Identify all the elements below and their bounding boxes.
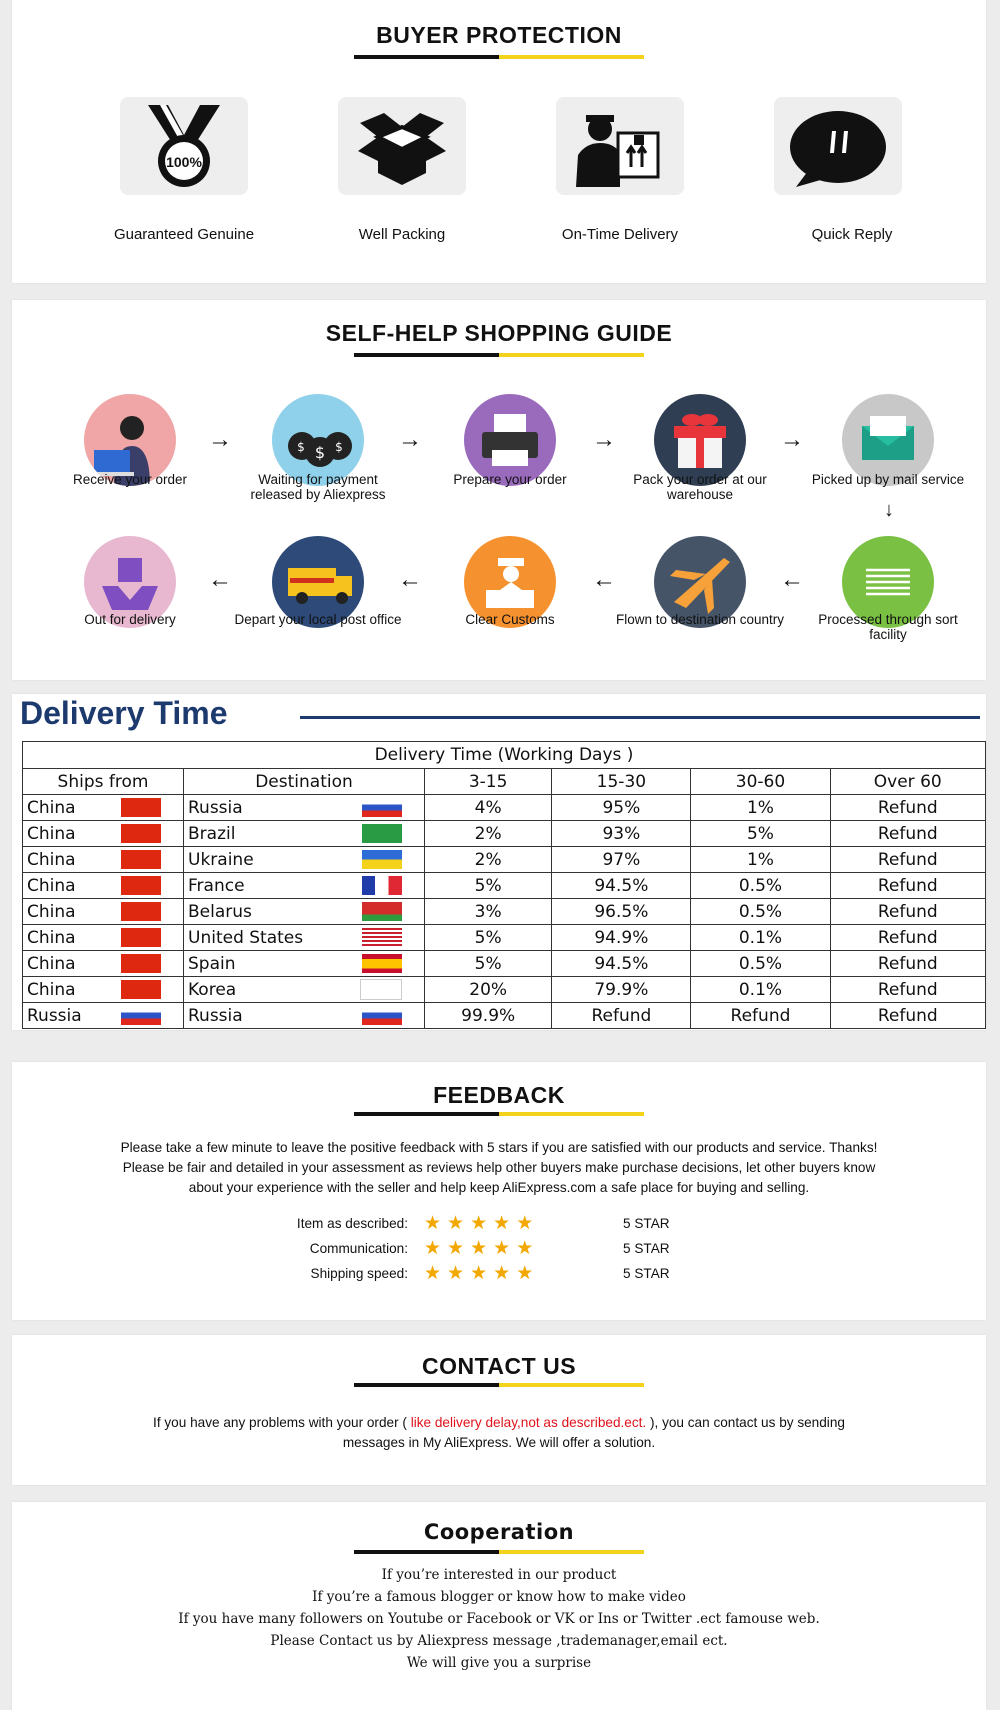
china-flag-icon xyxy=(121,798,161,817)
cooperation-text xyxy=(32,1564,966,1674)
star-icon: ★ xyxy=(493,1263,511,1284)
destination-cell xyxy=(184,1003,425,1029)
svg-text:$: $ xyxy=(335,440,343,454)
arrow-right-icon: → xyxy=(398,426,422,453)
column-header: Over 60 xyxy=(830,769,985,795)
ships-from-text: China xyxy=(27,927,76,948)
ships-from-cell xyxy=(23,847,184,873)
pct-over-60: Refund xyxy=(830,873,985,899)
rating-row xyxy=(12,1214,986,1236)
delivery-time-heading: Delivery Time xyxy=(20,695,228,731)
destination-cell xyxy=(184,795,425,821)
star-icon: ★ xyxy=(424,1238,442,1259)
cooperation-line: If you’re a famous blogger or know how to make video xyxy=(312,1589,686,1605)
destination-text: Russia xyxy=(188,797,243,818)
destination-cell xyxy=(184,951,425,977)
step-label: Processed through sort facility xyxy=(818,612,958,642)
rating-label: Shipping speed: xyxy=(310,1266,408,1281)
pct-over-60: Refund xyxy=(830,925,985,951)
pct-15-30: 93% xyxy=(552,821,691,847)
china-flag-icon xyxy=(121,850,161,869)
pct-over-60: Refund xyxy=(830,821,985,847)
pct-15-30: 94.5% xyxy=(552,951,691,977)
destination-text: Ukraine xyxy=(188,849,254,870)
contact-line-2: messages in My AliExpress. We will offer a solution. xyxy=(342,1435,656,1450)
guaranteed-genuine-label: Guaranteed Genuine xyxy=(113,226,255,243)
step-label: Depart your local post office xyxy=(234,612,402,627)
pct-3-15: 99.9% xyxy=(425,1003,552,1029)
china-flag-icon xyxy=(121,876,161,895)
arrow-left-icon: ← xyxy=(398,566,422,593)
ships-from-cell xyxy=(23,1003,184,1029)
ships-from-cell xyxy=(23,821,184,847)
ships-from-text: China xyxy=(27,901,76,922)
table-row xyxy=(23,1003,986,1029)
cooperation-panel xyxy=(12,1502,986,1710)
arrow-right-icon: → xyxy=(592,426,616,453)
china-flag-icon xyxy=(121,954,161,973)
title-underline xyxy=(354,55,644,59)
step-label: Receive your order xyxy=(72,472,188,487)
china-flag-icon xyxy=(121,980,161,999)
rating-row xyxy=(12,1264,986,1286)
step-label: Prepare your order xyxy=(453,472,567,487)
pct-30-60: 0.1% xyxy=(691,925,830,951)
ships-from-text: China xyxy=(27,979,76,1000)
contact-line-highlight: like delivery delay,not as described.ect. xyxy=(410,1415,647,1430)
heading-rule xyxy=(300,716,980,719)
table-row xyxy=(23,821,986,847)
pct-over-60: Refund xyxy=(830,1003,985,1029)
svg-text:$: $ xyxy=(314,443,326,462)
feedback-title: FEEDBACK xyxy=(433,1082,565,1108)
title-underline xyxy=(354,1112,644,1116)
star-icon: ★ xyxy=(516,1213,534,1234)
rating-row xyxy=(12,1239,986,1261)
arrow-left-icon: ← xyxy=(780,566,804,593)
table-row xyxy=(23,951,986,977)
rating-value: 5 STAR xyxy=(623,1241,670,1256)
table-row xyxy=(23,873,986,899)
arrow-down-icon: ↓ xyxy=(884,499,894,521)
column-header: Ships from xyxy=(23,769,184,795)
star-icon: ★ xyxy=(470,1213,488,1234)
chat-bubble-icon xyxy=(774,97,902,195)
pct-15-30: 79.9% xyxy=(552,977,691,1003)
shopping-guide-title: SELF-HELP SHOPPING GUIDE xyxy=(325,320,673,346)
title-underline xyxy=(354,1383,644,1387)
contact-line-post: ), you can contact us by sending xyxy=(649,1415,845,1430)
destination-cell xyxy=(184,821,425,847)
star-icon: ★ xyxy=(516,1238,534,1259)
feedback-panel xyxy=(12,1062,986,1320)
pct-15-30: 97% xyxy=(552,847,691,873)
rating-stars xyxy=(424,1212,539,1235)
pct-3-15: 20% xyxy=(425,977,552,1003)
ships-from-text: Russia xyxy=(27,1005,82,1026)
russia-flag-icon xyxy=(362,1006,402,1025)
ships-from-text: China xyxy=(27,797,76,818)
step-label: Pack your order at our warehouse xyxy=(633,472,767,502)
pct-30-60: 0.5% xyxy=(691,951,830,977)
arrow-left-icon: ← xyxy=(592,566,616,593)
rating-value: 5 STAR xyxy=(623,1216,670,1231)
shopping-guide-panel xyxy=(12,300,986,680)
contact-panel xyxy=(12,1335,986,1485)
cooperation-line: We will give you a surprise xyxy=(406,1655,592,1671)
feedback-line: about your experience with the seller and help keep AliExpress.com a safe place for buying and selling. xyxy=(188,1180,810,1195)
table-row xyxy=(23,925,986,951)
feedback-text xyxy=(32,1138,966,1198)
destination-cell xyxy=(184,899,425,925)
table-row xyxy=(23,899,986,925)
france-flag-icon xyxy=(362,876,402,895)
pct-over-60: Refund xyxy=(830,847,985,873)
ships-from-cell xyxy=(23,795,184,821)
step-label: Clear Customs xyxy=(465,612,555,627)
rating-label: Communication: xyxy=(309,1241,408,1256)
china-flag-icon xyxy=(121,824,161,843)
spain-flag-icon xyxy=(362,954,402,973)
pct-15-30: Refund xyxy=(552,1003,691,1029)
destination-cell xyxy=(184,847,425,873)
cooperation-line: If you have many followers on Youtube or Facebook or VK or Ins or Twitter .ect famouse web. xyxy=(178,1611,820,1627)
star-icon: ★ xyxy=(470,1263,488,1284)
buyer-protection-title: BUYER PROTECTION xyxy=(376,22,622,48)
star-icon: ★ xyxy=(424,1263,442,1284)
pct-30-60: 1% xyxy=(691,847,830,873)
quick-reply-label: Quick Reply xyxy=(811,226,893,243)
delivery-time-table xyxy=(22,741,986,1029)
pct-3-15: 5% xyxy=(425,873,552,899)
arrow-right-icon: → xyxy=(780,426,804,453)
star-icon: ★ xyxy=(493,1238,511,1259)
destination-cell xyxy=(184,977,425,1003)
pct-3-15: 5% xyxy=(425,951,552,977)
pct-over-60: Refund xyxy=(830,899,985,925)
contact-text xyxy=(32,1413,966,1453)
ukraine-flag-icon xyxy=(362,850,402,869)
star-icon: ★ xyxy=(447,1238,465,1259)
step-label: Flown to destination country xyxy=(615,612,785,627)
pct-15-30: 95% xyxy=(552,795,691,821)
rating-label: Item as described: xyxy=(296,1216,408,1231)
feedback-line: Please be fair and detailed in your assessment as reviews help other buyers make purchase decisions, let other buyers know xyxy=(122,1160,876,1175)
ships-from-cell xyxy=(23,951,184,977)
buyer-protection-panel xyxy=(12,0,986,283)
star-icon: ★ xyxy=(424,1213,442,1234)
korea-flag-icon xyxy=(360,979,402,1000)
column-header: 15-30 xyxy=(552,769,691,795)
destination-text: Brazil xyxy=(188,823,236,844)
cooperation-line: Please Contact us by Aliexpress message ,trademanager,email ect. xyxy=(270,1633,728,1649)
badge-text: 100% xyxy=(166,154,202,170)
star-icon: ★ xyxy=(516,1263,534,1284)
destination-text: Belarus xyxy=(188,901,252,922)
table-row xyxy=(23,795,986,821)
pct-30-60: Refund xyxy=(691,1003,830,1029)
well-packing-label: Well Packing xyxy=(358,226,446,243)
pct-3-15: 4% xyxy=(425,795,552,821)
ships-from-cell xyxy=(23,925,184,951)
step-label: Waiting for payment released by Aliexpress xyxy=(250,472,386,502)
ships-from-text: China xyxy=(27,849,76,870)
pct-3-15: 3% xyxy=(425,899,552,925)
arrow-right-icon: → xyxy=(208,426,232,453)
table-caption: Delivery Time (Working Days ) xyxy=(23,742,986,769)
pct-over-60: Refund xyxy=(830,977,985,1003)
column-header: Destination xyxy=(184,769,425,795)
svg-text:$: $ xyxy=(297,440,305,454)
step-label: Picked up by mail service xyxy=(811,472,965,487)
cooperation-title: Cooperation xyxy=(423,1520,575,1544)
brazil-flag-icon xyxy=(362,824,402,843)
column-header: 30-60 xyxy=(691,769,830,795)
destination-text: Spain xyxy=(188,953,236,974)
china-flag-icon xyxy=(121,902,161,921)
open-box-icon xyxy=(338,97,466,195)
destination-text: Russia xyxy=(188,1005,243,1026)
destination-text: United States xyxy=(188,927,304,948)
pct-15-30: 94.9% xyxy=(552,925,691,951)
russia-flag-icon xyxy=(121,1006,161,1025)
pct-15-30: 96.5% xyxy=(552,899,691,925)
delivery-man-icon xyxy=(556,97,684,195)
pct-over-60: Refund xyxy=(830,951,985,977)
rating-stars xyxy=(424,1262,539,1285)
destination-cell xyxy=(184,925,425,951)
pct-30-60: 0.5% xyxy=(691,899,830,925)
feedback-line: Please take a few minute to leave the positive feedback with 5 stars if you are satisfied with our products and service. Thanks! xyxy=(120,1140,878,1155)
russia-flag-icon xyxy=(362,798,402,817)
pct-30-60: 0.5% xyxy=(691,873,830,899)
step-label: Out for delivery xyxy=(84,612,176,627)
pct-15-30: 94.5% xyxy=(552,873,691,899)
pct-3-15: 2% xyxy=(425,821,552,847)
rating-stars xyxy=(424,1237,539,1260)
pct-30-60: 0.1% xyxy=(691,977,830,1003)
star-icon: ★ xyxy=(447,1263,465,1284)
on-time-delivery-label: On-Time Delivery xyxy=(561,226,679,243)
arrow-left-icon: ← xyxy=(208,566,232,593)
ships-from-cell xyxy=(23,873,184,899)
ships-from-text: China xyxy=(27,953,76,974)
contact-title: CONTACT US xyxy=(421,1353,577,1379)
pct-over-60: Refund xyxy=(830,795,985,821)
china-flag-icon xyxy=(121,928,161,947)
destination-text: France xyxy=(188,875,245,896)
star-icon: ★ xyxy=(447,1213,465,1234)
ships-from-text: China xyxy=(27,823,76,844)
pct-3-15: 5% xyxy=(425,925,552,951)
table-row xyxy=(23,847,986,873)
table-body xyxy=(23,795,986,1029)
pct-30-60: 1% xyxy=(691,795,830,821)
pct-30-60: 5% xyxy=(691,821,830,847)
destination-text: Korea xyxy=(188,979,237,1000)
united-states-flag-icon xyxy=(362,928,402,947)
rating-value: 5 STAR xyxy=(623,1266,670,1281)
destination-cell xyxy=(184,873,425,899)
pct-3-15: 2% xyxy=(425,847,552,873)
contact-line-pre: If you have any problems with your order ( xyxy=(153,1415,407,1430)
ships-from-text: China xyxy=(27,875,76,896)
ships-from-cell xyxy=(23,899,184,925)
column-header: 3-15 xyxy=(425,769,552,795)
star-icon: ★ xyxy=(493,1213,511,1234)
star-icon: ★ xyxy=(470,1238,488,1259)
medal-100-icon xyxy=(120,97,248,195)
belarus-flag-icon xyxy=(362,902,402,921)
table-row xyxy=(23,977,986,1003)
title-underline xyxy=(354,353,644,357)
ships-from-cell xyxy=(23,977,184,1003)
cooperation-line: If you’re interested in our product xyxy=(381,1567,617,1583)
title-underline xyxy=(354,1550,644,1554)
